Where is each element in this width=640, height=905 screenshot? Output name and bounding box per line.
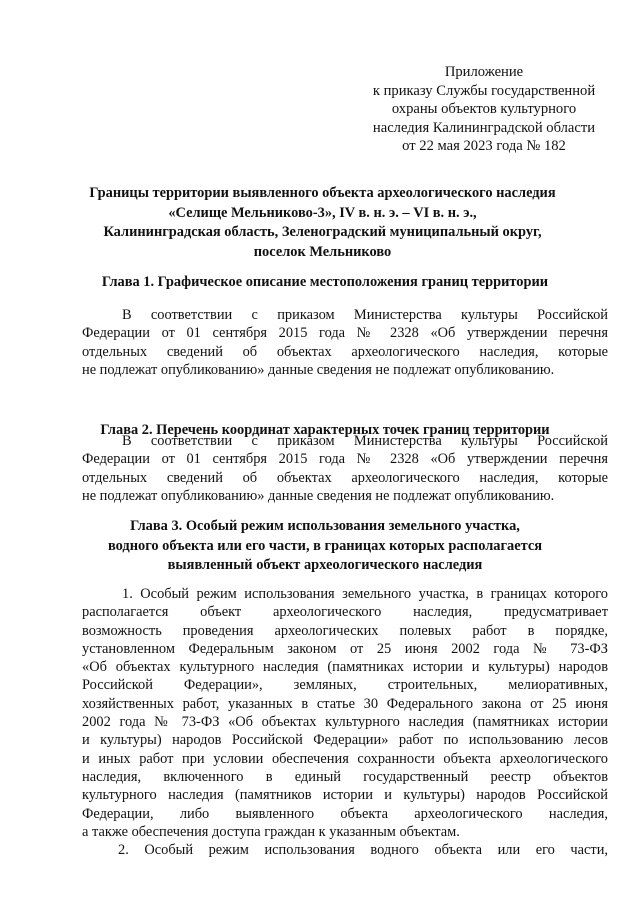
chapter2-heading-text: Глава 2. Перечень координат характерных точек границ территории xyxy=(100,422,550,438)
title-line: Границы территории выявленного объекта археологического наследия xyxy=(89,185,556,201)
paragraph-line: 1. Особый режим использования земельного участка, в границах которого xyxy=(122,586,608,602)
paragraph-line: Федерации от 01 сентября 2015 года № 2328 «Об утверждении перечня xyxy=(82,325,608,342)
chapter3-item1 xyxy=(82,585,608,841)
paragraph-line: хозяйственных работ, указанных в статье 30 Федерального закона от 25 июня xyxy=(82,695,608,712)
paragraph-line: В соответствии с приказом Министерства культуры Российской xyxy=(122,307,608,323)
document-title xyxy=(60,184,585,262)
title-line: Калининградская область, Зеленоградский муниципальный округ, xyxy=(103,224,542,240)
title-line: поселок Мельниково xyxy=(253,243,392,260)
appendix-line: Приложение xyxy=(444,64,524,80)
paragraph-line: и иных работ при условии обеспечения сохранности объекта археологического xyxy=(82,750,608,767)
paragraph-line: наследия, включенного в единый государственный реестр объектов xyxy=(82,768,608,785)
paragraph-line: культурного наследия (памятников истории и культуры) народов Российской xyxy=(82,787,608,804)
paragraph-line: и культуры) народов Российской Федерации» работ по использованию лесов xyxy=(82,732,608,749)
paragraph-line: 2. Особый режим использования водного объекта или его части, xyxy=(118,842,608,858)
appendix-line: охраны объектов культурного xyxy=(391,101,577,118)
chapter3-heading xyxy=(60,517,590,576)
chapter3-heading-line: водного объекта или его части, в границах которых располагается xyxy=(107,537,543,554)
appendix-block xyxy=(360,63,608,156)
paragraph-line: отдельных сведений об объектах археологического наследия, которые xyxy=(82,343,608,360)
paragraph-line: располагается объект археологического наследия, предусматривает xyxy=(82,604,608,621)
paragraph-line: 2002 года № 73-ФЗ «Об объектах культурного наследия (памятниках истории xyxy=(82,714,608,731)
chapter2-paragraph xyxy=(82,432,608,505)
paragraph-line: не подлежат опубликованию» данные сведения не подлежат опубликованию. xyxy=(82,487,555,504)
appendix-line: к приказу Службы государственной xyxy=(372,82,596,99)
paragraph-line: «Об объектах культурного наследия (памятниках истории и культуры) народов xyxy=(82,659,608,676)
paragraph-line: не подлежат опубликованию» данные сведения не подлежат опубликованию. xyxy=(82,361,555,378)
chapter3-heading-line: Глава 3. Особый режим использования земельного участка, xyxy=(130,518,520,534)
chapter3-item2 xyxy=(82,841,608,859)
chapter1-paragraph xyxy=(82,306,608,379)
paragraph-line: Федерации, либо выявленного объекта археологического наследия, xyxy=(82,805,608,822)
chapter1-heading xyxy=(60,273,590,293)
appendix-line: от 22 мая 2023 года № 182 xyxy=(402,138,566,155)
appendix-line: наследия Калининградской области xyxy=(372,119,596,136)
paragraph-line: Федерации от 01 сентября 2015 года № 2328 «Об утверждении перечня xyxy=(82,451,608,468)
chapter1-heading-text: Глава 1. Графическое описание местоположения границ территории xyxy=(101,274,549,290)
title-line: «Селище Мельниково-3», IV в. н. э. – VI в. н. э., xyxy=(168,204,477,221)
paragraph-line: Российской Федерации», земляных, строительных, мелиоративных, xyxy=(82,677,608,694)
paragraph-line: установленном Федеральным законом от 25 июня 2002 года № 73-ФЗ xyxy=(82,640,608,657)
paragraph-line: возможность проведения археологических полевых работ в порядке, xyxy=(82,622,608,639)
chapter3-heading-line: выявленный объект археологического наследия xyxy=(167,557,483,573)
paragraph-line: отдельных сведений об объектах археологического наследия, которые xyxy=(82,469,608,486)
paragraph-line: а также обеспечения доступа граждан к указанным объектам. xyxy=(82,823,460,840)
paragraph-line: В соответствии с приказом Министерства культуры Российской xyxy=(122,433,608,449)
